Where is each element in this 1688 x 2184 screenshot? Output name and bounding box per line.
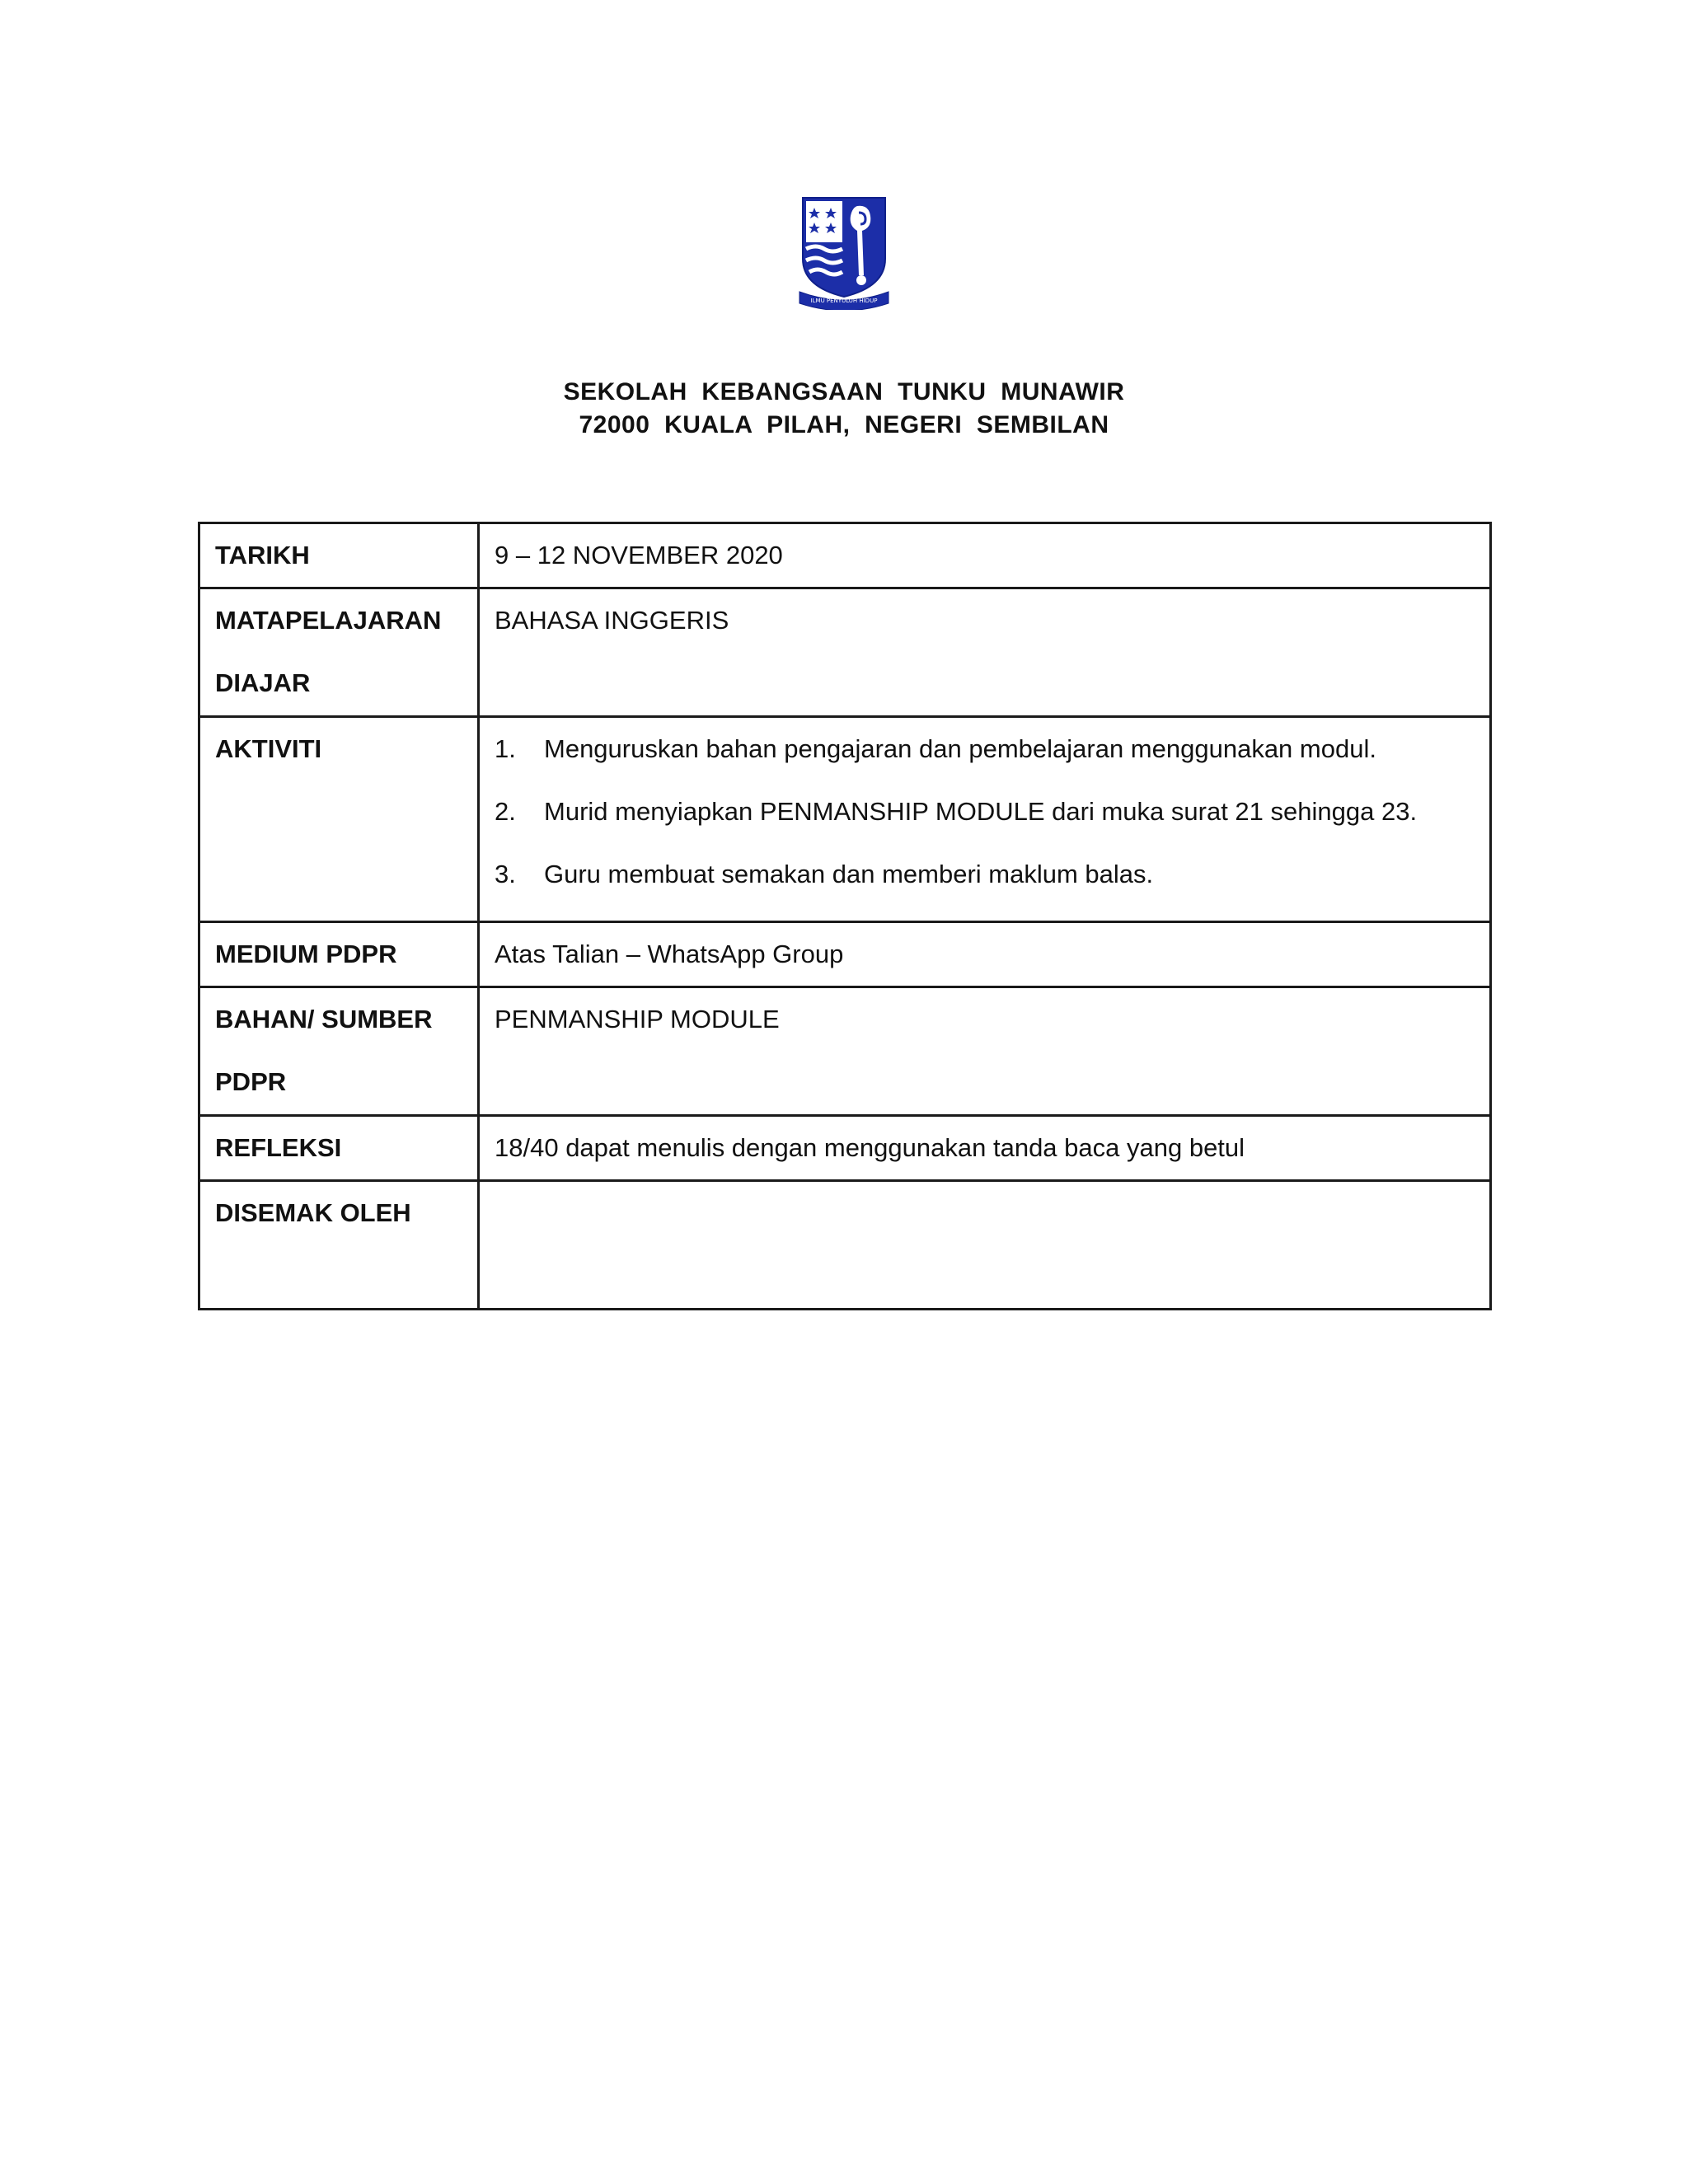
school-name: SEKOLAH KEBANGSAAN TUNKU MUNAWIR bbox=[563, 378, 1125, 405]
school-crest-logo bbox=[798, 194, 890, 310]
value-bahan: PENMANSHIP MODULE bbox=[479, 987, 1491, 1116]
value-aktiviti bbox=[479, 717, 1491, 922]
value-matapelajaran: BAHASA INGGERIS bbox=[479, 588, 1491, 717]
table-row-bahan bbox=[199, 987, 1491, 1116]
label-matapelajaran: MATAPELAJARAN DIAJAR bbox=[199, 588, 479, 717]
table-row-aktiviti bbox=[199, 717, 1491, 922]
list-item: 2. Murid menyiapkan PENMANSHIP MODULE dari muka surat 21 sehingga 23. bbox=[495, 797, 1418, 826]
table-row-disemak bbox=[199, 1181, 1491, 1310]
label-medium: MEDIUM PDPR bbox=[199, 922, 479, 987]
lesson-record-table bbox=[198, 522, 1492, 1310]
label-aktiviti: AKTIVITI bbox=[199, 717, 479, 922]
label-disemak: DISEMAK OLEH bbox=[199, 1181, 479, 1310]
value-disemak bbox=[479, 1181, 1491, 1310]
school-header bbox=[0, 376, 1688, 442]
table-row-medium bbox=[199, 922, 1491, 987]
school-crest-icon bbox=[798, 194, 890, 310]
table-row-tarikh bbox=[199, 523, 1491, 588]
table-row-refleksi bbox=[199, 1116, 1491, 1181]
value-tarikh: 9 – 12 NOVEMBER 2020 bbox=[479, 523, 1491, 588]
list-item: 3. Guru membuat semakan dan memberi maklum balas. bbox=[495, 860, 1154, 888]
table-row-matapelajaran bbox=[199, 588, 1491, 717]
logo-motto: ILMU PENYULUH HIDUP bbox=[810, 298, 878, 304]
label-refleksi: REFLEKSI bbox=[199, 1116, 479, 1181]
list-item: 1. Menguruskan bahan pengajaran dan pembelajaran menggunakan modul. bbox=[495, 734, 1376, 763]
value-refleksi: 18/40 dapat menulis dengan menggunakan tanda baca yang betul bbox=[479, 1116, 1491, 1181]
label-tarikh: TARIKH bbox=[199, 523, 479, 588]
label-bahan: BAHAN/ SUMBER PDPR bbox=[199, 987, 479, 1116]
value-medium: Atas Talian – WhatsApp Group bbox=[479, 922, 1491, 987]
activity-list bbox=[495, 733, 1475, 921]
school-address: 72000 KUALA PILAH, NEGERI SEMBILAN bbox=[579, 411, 1109, 438]
